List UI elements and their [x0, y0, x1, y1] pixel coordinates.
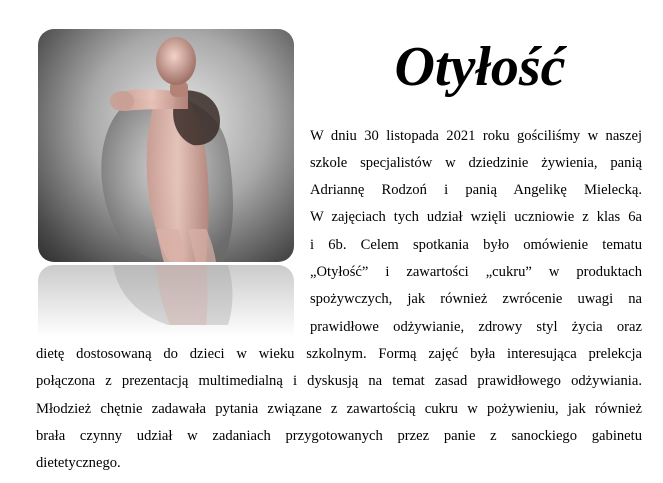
body-line: szkole specjalistów w dziedzinie żywienia, panią [310, 155, 642, 171]
image-reflection [38, 265, 294, 337]
human-figure-graphic [38, 29, 294, 262]
body-line: prawidłowe odżywianie, zdrowy styl życia oraz [310, 319, 642, 335]
reflection-graphic [38, 265, 294, 337]
body-line: dietę dostosowaną do dzieci w wieku szkolnym. Formą zajęć była interesująca prelekcja [36, 346, 642, 362]
obesity-body-illustration [38, 29, 294, 262]
body-line: połączona z prezentacją multimedialną i dyskusją na temat zasad prawidłowego odżywiania. [36, 373, 642, 389]
body-line: W dniu 30 listopada 2021 roku gościliśmy w naszej [310, 128, 642, 144]
body-line: dietetycznego. [36, 455, 121, 471]
body-line: Adriannę Rodzoń i panią Angelikę Mielecką. [310, 182, 642, 198]
body-line: W zajęciach tych udział wzięli uczniowie z klas 6a [310, 209, 642, 225]
body-line: „Otyłość” i zawartości „cukru” w produktach [310, 264, 642, 280]
body-line: brała czynny udział w zadaniach przygotowanych przez panie z sanockiego gabinetu [36, 428, 642, 444]
body-line: i 6b. Celem spotkania było omówienie tematu [310, 237, 642, 253]
body-line: spożywczych, jak również zwrócenie uwagi na [310, 291, 642, 307]
article-image [38, 29, 294, 329]
page-title: Otyłość [394, 36, 566, 98]
body-line: Młodzież chętnie zadawała pytania związane z zawartością cukru w pożywieniu, jak również [36, 401, 642, 417]
